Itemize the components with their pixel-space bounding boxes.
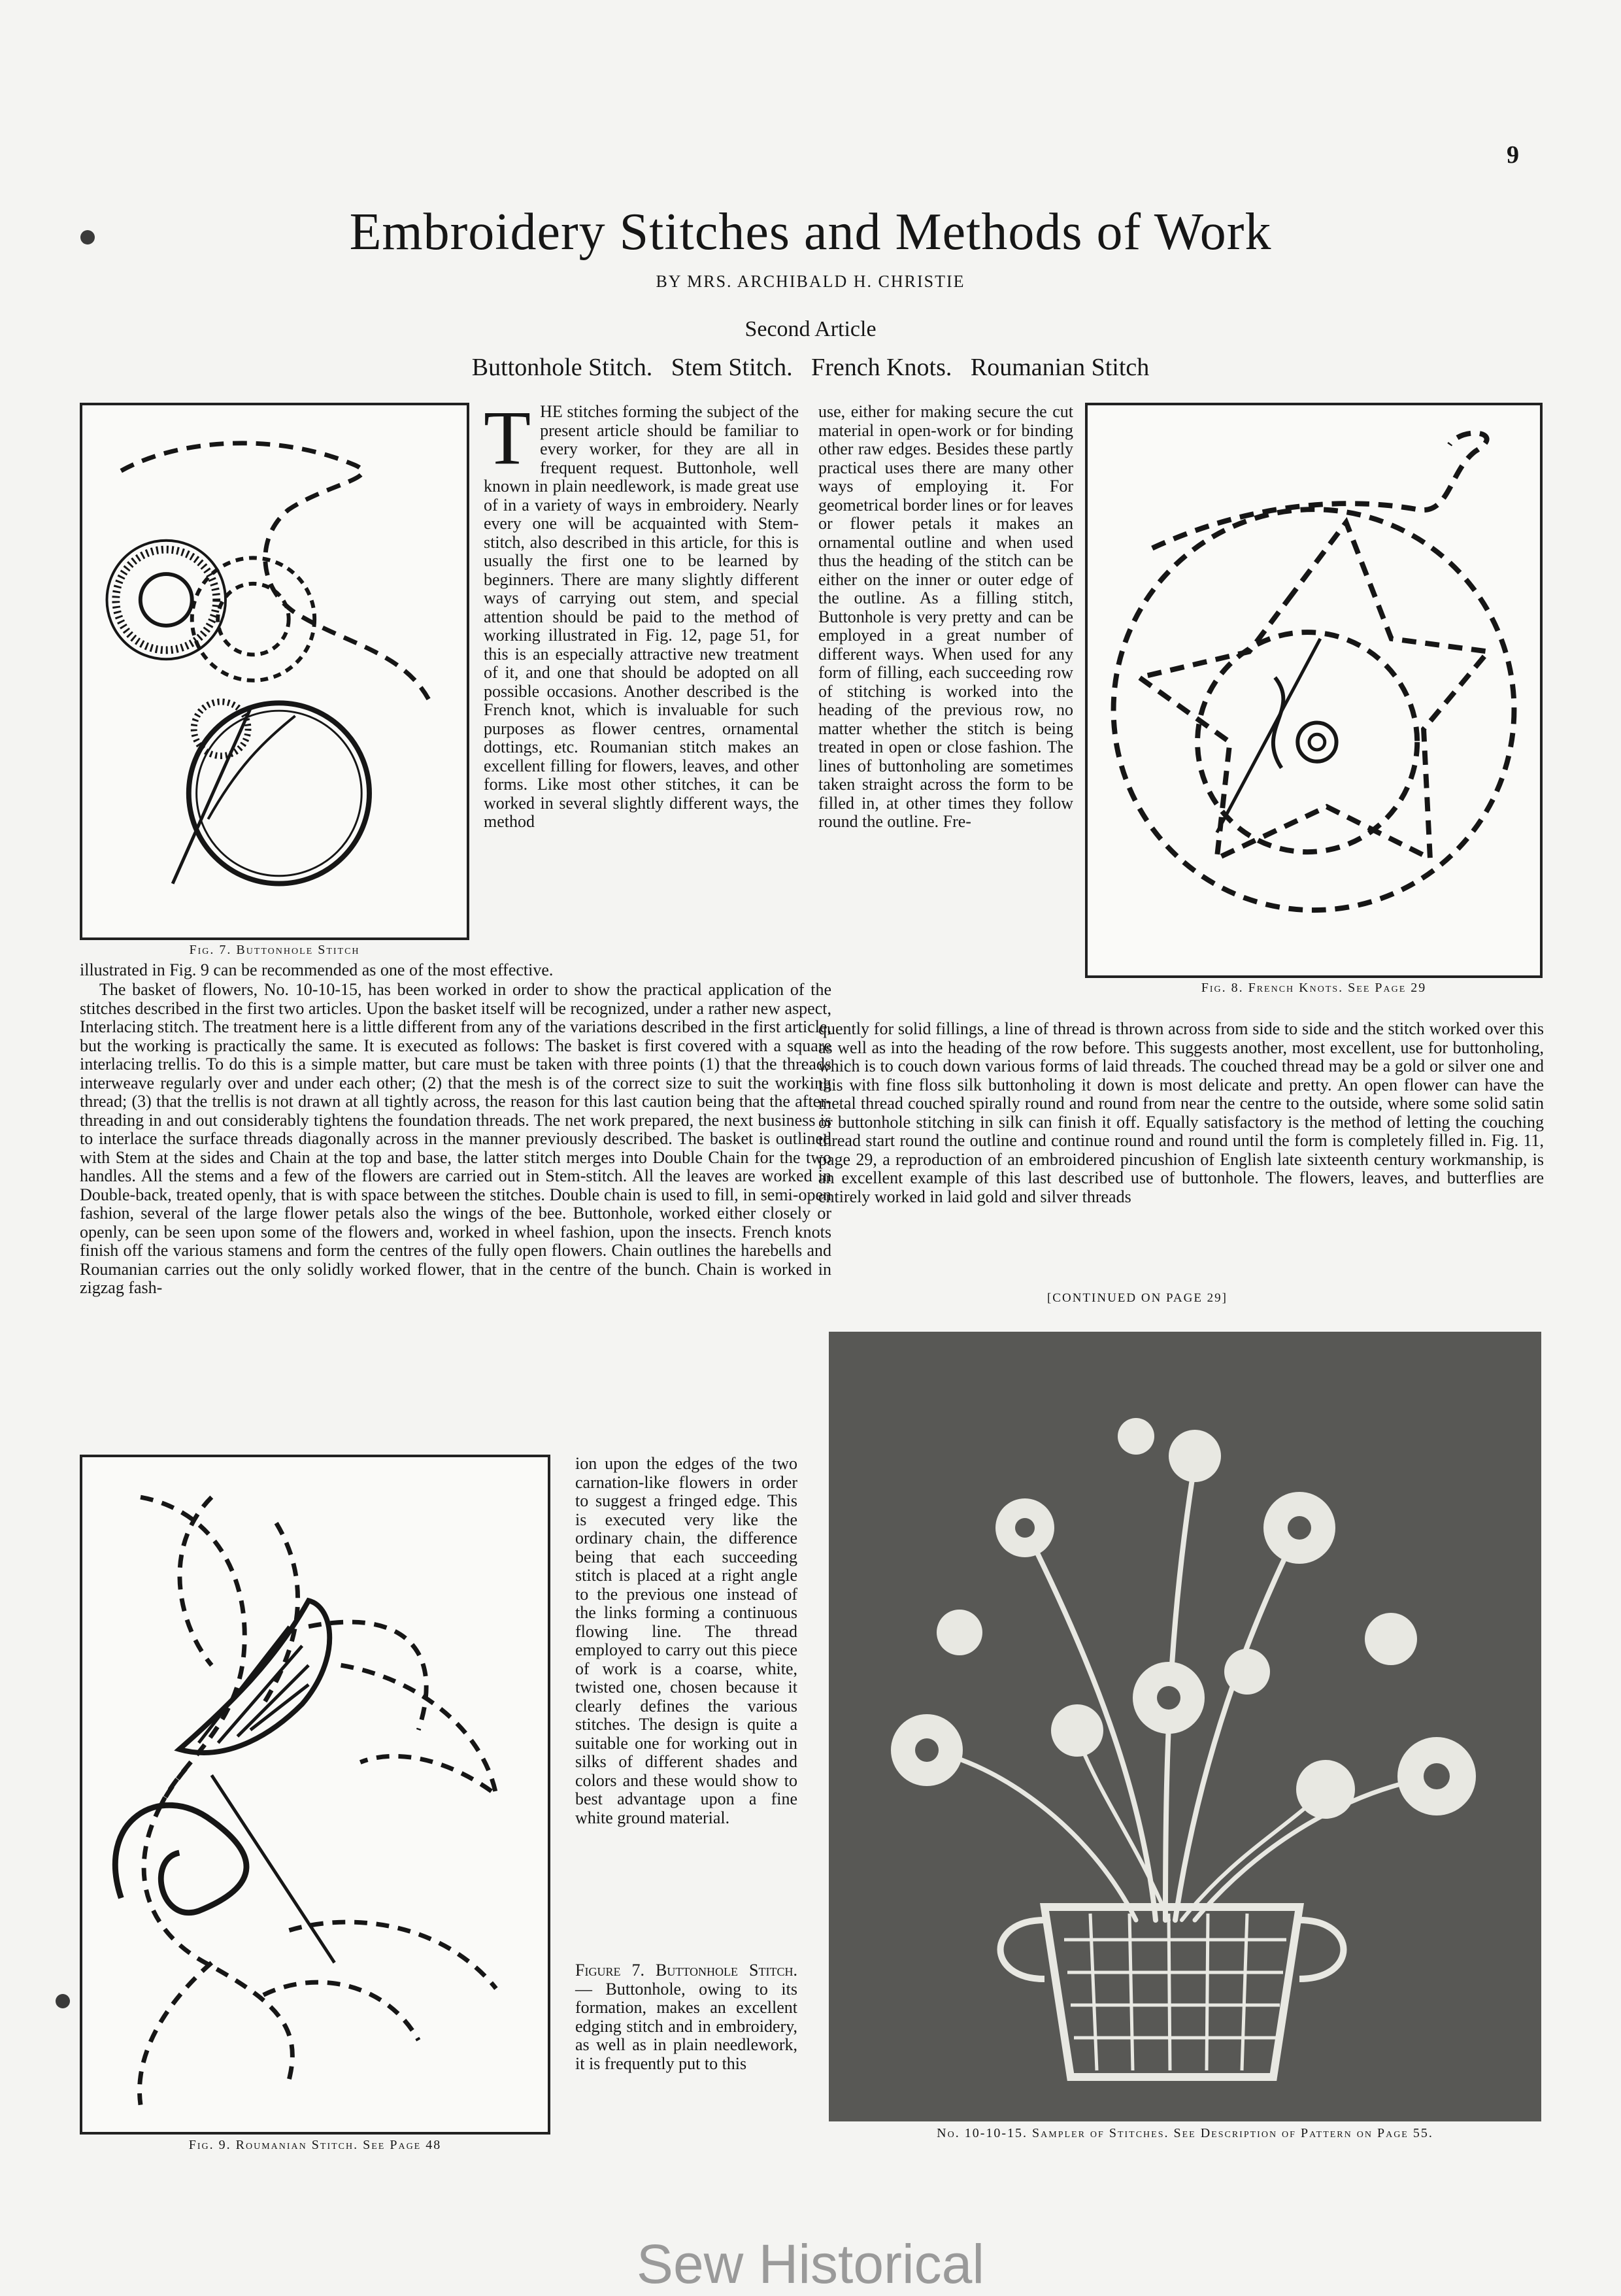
fig7-caption: Fig. 7. Buttonhole Stitch: [189, 943, 360, 957]
fig9-caption: Fig. 9. Roumanian Stitch. See Page 48: [188, 2138, 442, 2152]
topics-line: Buttonhole Stitch. Stem Stitch. French Knots. Roumanian Stitch: [471, 354, 1150, 381]
figure7-lead: Figure 7. Buttonhole Stitch.: [575, 1961, 797, 1980]
byline: BY MRS. ARCHIBALD H. CHRISTIE: [656, 272, 965, 291]
sampler-embroidery: [829, 1332, 1541, 2121]
intro-text: HE stitches forming the subject of the present article should be familiar to every worker, for they are all in frequent request. Buttonhole, well known in plain needlework, is made great use of in a variety of ways in embroidery. Nearly every one will be acquainted with Stem-stitch, also described in this article, for this is usually the first one to be learned by beginners. There are many slightly different ways of carrying out stem, and special attention should be paid to the method of working illustrated in Fig. 12, page 51, for this is an especially attractive new treatment of it, and one that should be adopted on all possible occasions. Another described is the French knot, which is invaluable for such purposes as flower centres, ornamental dottings, etc. Roumanian stitch makes an excellent filling for flowers, leaves, and other forms. Like most other stitches, it can be worked in several slightly different ways, the method: [484, 402, 799, 831]
french-knots-illustration: [1088, 405, 1540, 975]
wide-paragraph: illustrated in Fig. 9 can be recommended as one of the most effective.: [80, 960, 554, 979]
figure-8-french-knots: [1085, 403, 1543, 978]
subhead: Second Article: [744, 317, 877, 341]
figure-7-buttonhole: [80, 403, 469, 940]
sampler-photograph: [829, 1332, 1541, 2121]
figure-9-roumanian: [80, 1455, 550, 2135]
dropcap: T: [484, 395, 531, 481]
continued-notice: [CONTINUED ON PAGE 29]: [1046, 1291, 1228, 1305]
fig8-caption: Fig. 8. French Knots. See Page 29: [1201, 981, 1427, 995]
photo-caption: No. 10-10-15. Sampler of Stitches. See Description of Pattern on Page 55.: [937, 2126, 1433, 2140]
roumanian-illustration: [82, 1457, 548, 2132]
chain-paragraph: ion upon the edges of the two carnation-like flowers in order to suggest a fringed edge. This is executed very like the ordinary chain, the difference being that each succeeding stitch is placed at a right angle to the previous one instead of the links forming a continuous flowing line. The thread employed to carry out this piece of work is a coarse, white, twisted one, chosen because it clearly defines the various stitches. The design is quite a suitable one for working out in silks of different shades and colors and these would show to best advantage upon a fine white ground material.: [575, 1454, 797, 1827]
figure7-paragraph: [575, 1961, 797, 2073]
page-title: Embroidery Stitches and Methods of Work: [349, 203, 1272, 261]
punch-hole-bottom: [56, 1994, 70, 2008]
right-paragraph: quently for solid fillings, a line of thread is thrown across from side to side and the stitch worked over this as well as into the heading of the row before. This suggests another, most excellent, use for buttonholing, which is to couch down various forms of laid threads. The couched thread may be a gold or silver one and this with fine floss silk buttonholing it down is most delicate and pretty. An open flower can have the metal thread couched spirally round and round from near the centre to the outside, where some solid satin or buttonhole stitching in silk can finish it off. Equally satisfactory is the method of letting the couching thread start round the outline and continue round and round until the form is completely filled in. Fig. 11, page 29, a reproduction of an embroidered pincushion of English late sixteenth century workmanship, is an excellent example of this last described use of buttonhole. The flowers, leaves, and butterflies are entirely worked in laid gold and silver threads: [818, 1019, 1544, 1206]
buttonhole-illustration: [82, 405, 467, 937]
basket-paragraph: The basket of flowers, No. 10-10-15, has been worked in order to show the practical application of the stitches described in the first two articles. Upon the basket itself will be recognized, under a rather new aspect, Interlacing stitch. The treatment here is a little different from any of the variations described in the first article, but the working is practically the same. It is executed as follows: The basket is first covered with a square interlacing trellis. To do this is a simple matter, but care must be taken with three points (1) that the threads interweave regularly over and under each other; (2) that the mesh is of the correct size to suit the working thread; (3) that the trellis is not drawn at all tightly across, the reason for this last caution being that the after-threading in and out considerably tightens the foundation threads. The net work prepared, the next business is to interlace the surface threads diagonally across in the manner previously described. The basket is outlined with Stem at the sides and Chain at the top and base, the latter stitch merges into Double Chain for the two handles. All the stems and a few of the flowers are carried out in Stem-stitch. All the leaves are worked in Double-back, treated openly, that is with space between the stitches. Double chain is used to fill, in semi-open fashion, several of the large flower petals also the wings of the bee. Buttonhole, worked either closely or openly, can be seen upon some of the flowers and, worked in wheel fashion, upon the insects. French knots finish off the various stamens and form the centres of the fully open flowers. Chain outlines the harebells and Roumanian carries out the only solidly worked flower, that in the centre of the bunch. Chain is worked in zigzag fash-: [80, 980, 831, 1297]
figure7-text: — Buttonhole, owing to its formation, makes an excellent edging stitch and in embroidery, as well as in plain needlework, it is frequently put to this: [575, 1979, 797, 2073]
page-number: 9: [1507, 141, 1519, 169]
watermark: Sew Historical: [636, 2233, 985, 2295]
intro-column: [484, 395, 799, 832]
column-three: use, either for making secure the cut material in open-work or for binding other raw edges. Besides these partly practical uses there are many other ways of employing it. For geometrical border lines or for leaves or flower petals it makes an ornamental outline and when used thus the heading of the stitch can be either on the inner or outer edge of the outline. As a filling stitch, Buttonhole is very pretty and can be employed in a great number of different ways. When used for any form of filling, each succeeding row of stitching is worked into the heading of the previous row, no matter whether the stitch is being treated in open or close fashion. The lines of buttonholing are sometimes taken straight across the form to be filled in, at other times they follow round the outline. Fre-: [818, 402, 1073, 831]
